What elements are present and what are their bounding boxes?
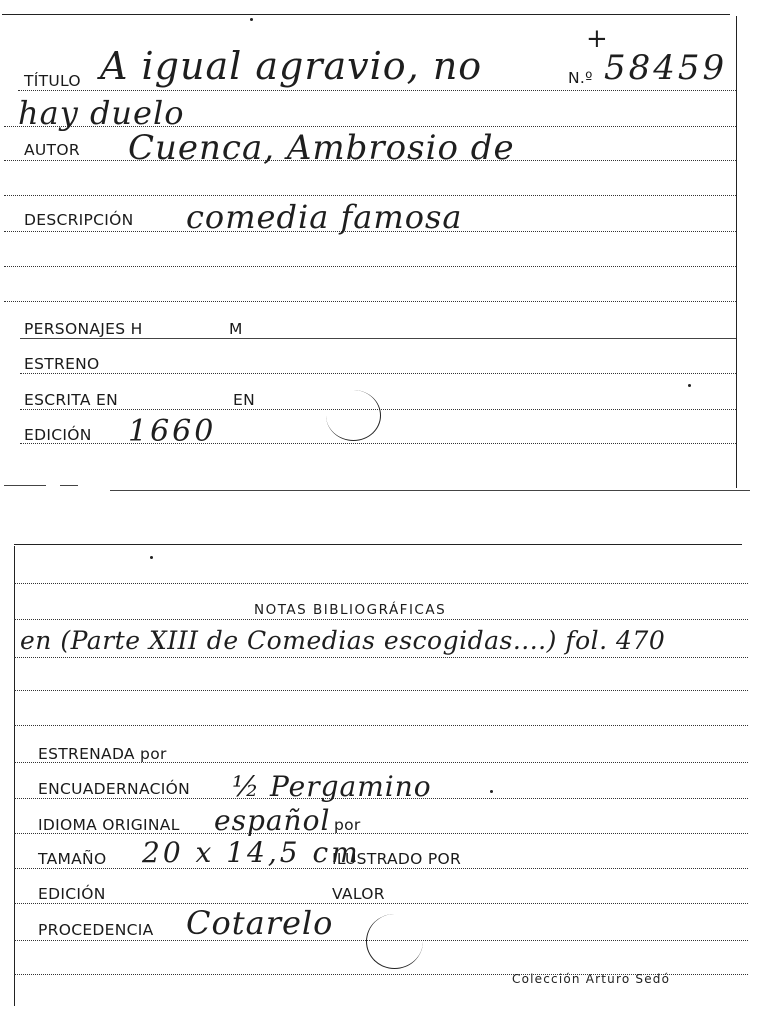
numero-mark: + bbox=[586, 24, 609, 54]
idioma-label: IDIOMA ORIGINAL bbox=[38, 816, 180, 834]
descripcion-handwriting: comedia famosa bbox=[186, 198, 463, 236]
catalog-card-bottom bbox=[0, 540, 759, 1028]
edicion-label-2: EDICIÓN bbox=[38, 885, 106, 903]
rule-line bbox=[14, 868, 748, 869]
ilustrado-label: ILUSTRADO POR bbox=[332, 850, 462, 868]
titulo-handwriting-line2: hay duelo bbox=[18, 94, 185, 132]
tamano-label: TAMAÑO bbox=[38, 850, 107, 868]
rule-line bbox=[20, 373, 736, 374]
encuadernacion-label: ENCUADERNACIÓN bbox=[38, 780, 190, 798]
catalog-card-top bbox=[0, 0, 759, 500]
estreno-label: ESTRENO bbox=[24, 355, 100, 373]
ink-dot bbox=[688, 384, 691, 387]
rule-line bbox=[4, 195, 736, 196]
descripcion-label: DESCRIPCIÓN bbox=[24, 211, 134, 229]
rule-line bbox=[110, 490, 750, 491]
numero-label: N.º bbox=[568, 69, 593, 87]
notas-heading: NOTAS BIBLIOGRÁFICAS bbox=[254, 602, 447, 618]
tamano-handwriting: 20 x 14,5 cm bbox=[142, 836, 361, 869]
numero-handwriting: 58459 bbox=[604, 48, 728, 88]
rule-line bbox=[4, 485, 46, 486]
encuadernacion-handwriting: ½ Pergamino bbox=[232, 770, 432, 803]
edicion-handwriting: 1660 bbox=[128, 414, 217, 449]
titulo-handwriting: A igual agravio, no bbox=[100, 44, 483, 88]
ink-dot bbox=[490, 790, 493, 793]
rule-line bbox=[14, 725, 748, 726]
rule-line bbox=[4, 266, 736, 267]
card-top-edge bbox=[14, 544, 742, 545]
collection-stamp: Colección Arturo Sedó bbox=[512, 972, 671, 986]
ink-dot bbox=[250, 18, 253, 21]
escrita-label: ESCRITA EN bbox=[24, 391, 118, 409]
rule-line bbox=[14, 619, 748, 620]
autor-label: AUTOR bbox=[24, 141, 80, 159]
personajes-label: PERSONAJES H bbox=[24, 320, 143, 338]
rule-line bbox=[20, 338, 736, 339]
card-top-edge bbox=[2, 14, 730, 15]
ink-dot bbox=[150, 556, 153, 559]
card-left-edge bbox=[14, 546, 15, 1006]
titulo-label: TÍTULO bbox=[24, 72, 81, 90]
card-right-edge bbox=[736, 16, 737, 488]
edicion-label: EDICIÓN bbox=[24, 426, 92, 444]
valor-label: VALOR bbox=[332, 885, 385, 903]
punch-hole-mark bbox=[326, 390, 381, 441]
rule-line bbox=[14, 657, 748, 658]
procedencia-handwriting: Cotarelo bbox=[186, 904, 334, 942]
estrenada-label: ESTRENADA por bbox=[38, 745, 167, 763]
punch-hole-mark bbox=[366, 914, 423, 969]
rule-line bbox=[4, 301, 736, 302]
en-label: EN bbox=[233, 391, 255, 409]
rule-line bbox=[60, 485, 78, 486]
idioma-handwriting: español bbox=[214, 804, 331, 837]
rule-line bbox=[14, 690, 748, 691]
rule-line bbox=[14, 903, 748, 904]
rule-line bbox=[14, 583, 748, 584]
notas-handwriting: en (Parte XIII de Comedias escogidas....) fol. 470 bbox=[20, 626, 666, 655]
por-label: por bbox=[334, 816, 361, 834]
autor-handwriting: Cuenca, Ambrosio de bbox=[128, 128, 515, 168]
procedencia-label: PROCEDENCIA bbox=[38, 921, 154, 939]
rule-line bbox=[18, 90, 736, 91]
m-label: M bbox=[229, 320, 243, 338]
